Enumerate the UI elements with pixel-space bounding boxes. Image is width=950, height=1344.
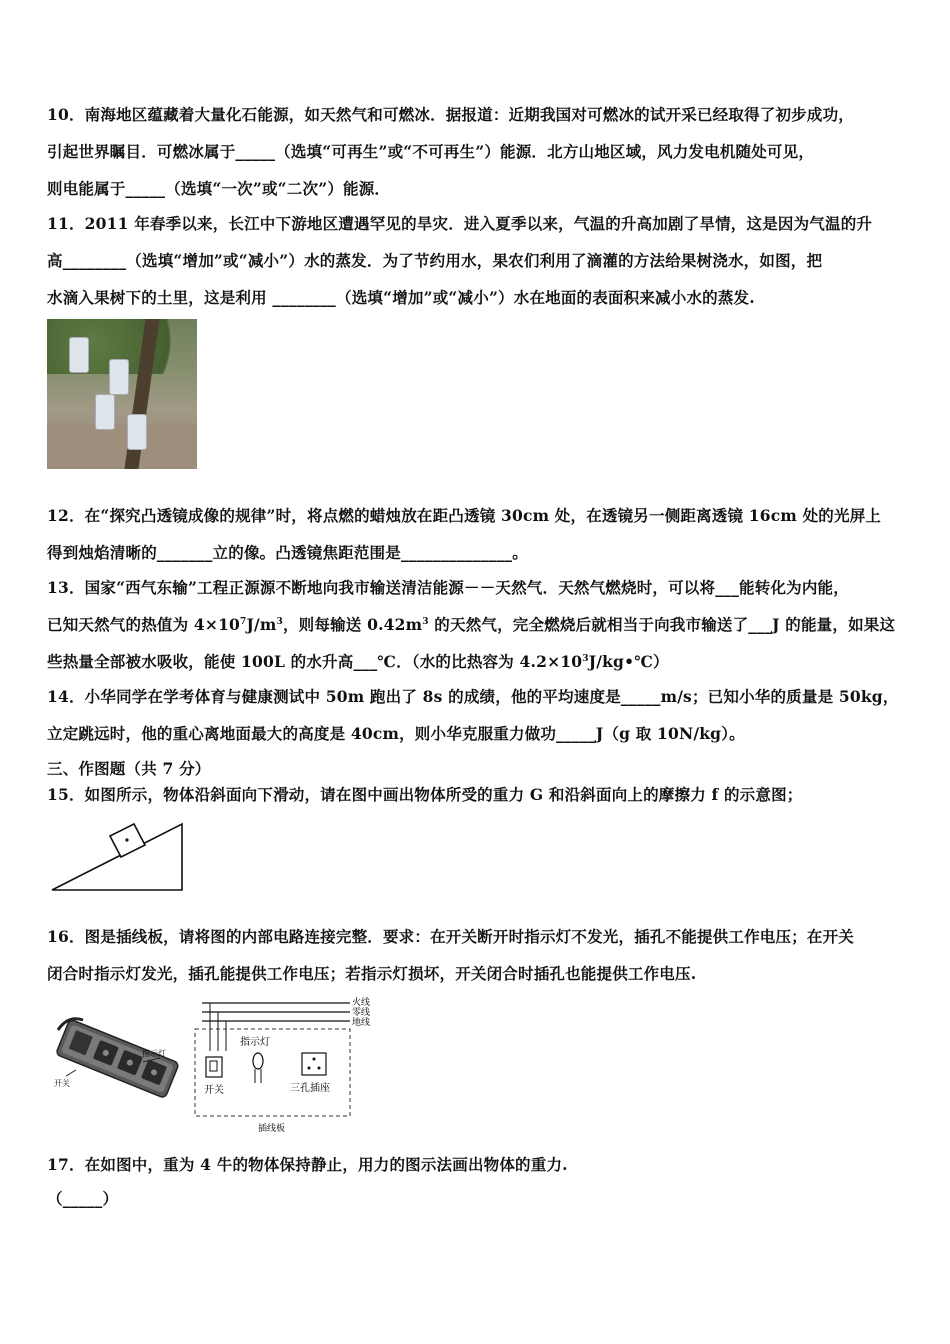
q13-l2a: 已知天然气的热值为 4×10 <box>47 615 241 634</box>
q14-line1: 14．小华同学在学考体育与健康测试中 50m 跑出了 8s 的成绩，他的平均速度是_____m/s；已知小华的质量是 50kg， <box>47 687 899 706</box>
circuit-diagram <box>192 995 382 1135</box>
socket-symbol <box>302 1053 326 1075</box>
q12-line1: 12．在“探究凸透镜成像的规律”时，将点燃的蜡烛放在距凸透镜 30cm 处，在透镜另一侧距离透镜 16cm 处的光屏上 <box>47 506 882 525</box>
socket-label: 三孔插座 <box>290 1083 330 1094</box>
q13-sup3: 3 <box>422 616 429 627</box>
q13-l2b: J/m <box>246 615 277 634</box>
lamp-symbol <box>253 1053 263 1069</box>
q13-l2d: 的天然气，完全燃烧后就相当于向我市输送了___J 的能量，如果这 <box>428 615 896 634</box>
power-strip-photo <box>48 1010 188 1110</box>
q10-line2: 引起世界瞩目．可燃冰属于_____（选填“可再生”或“不可再生”）能源．北方山地区域，风力发电机随处可见， <box>47 142 815 161</box>
q16-line2: 闭合时指示灯发光，插孔能提供工作电压；若指示灯损坏，开关闭合时插孔也能提供工作电压. <box>47 964 697 983</box>
q13-sup2: 3 <box>276 616 283 627</box>
q13-sup4: 3 <box>582 653 589 664</box>
ground-label: 地线 <box>352 1018 371 1028</box>
drip-irrigation-photo <box>47 319 197 469</box>
q13-l3b: J/kg•℃） <box>588 652 669 671</box>
q10-line1: 10．南海地区蕴藏着大量化石能源，如天然气和可燃冰．据报道：近期我国对可燃冰的试开采已经取得了初步成功， <box>47 105 854 124</box>
switch-label: 开关 <box>204 1085 224 1096</box>
q12-line2: 得到烛焰清晰的_______立的像。凸透镜焦距范围是______________。 <box>47 543 528 562</box>
q14-line2: 立定跳远时，他的重心离地面最大的高度是 40cm，则小华克服重力做功_____J（g 取 10N/kg）。 <box>47 724 745 743</box>
board-label: 插线板 <box>258 1124 286 1134</box>
section-heading: 三、作图题（共 7 分） <box>47 759 211 778</box>
q13-line2 <box>47 613 895 635</box>
q17-blank: （_____） <box>47 1189 119 1208</box>
lamp-label: 指示灯 <box>240 1037 270 1048</box>
q10-line3: 则电能属于_____（选填“一次”或“二次”）能源． <box>47 179 391 198</box>
q15-line1: 15．如图所示，物体沿斜面向下滑动，请在图中画出物体所受的重力 G 和沿斜面向上的摩擦力 f 的示意图； <box>47 785 803 804</box>
q13-l2c: ，则每输送 0.42m <box>282 615 423 634</box>
q13-sup1: 7 <box>240 616 247 627</box>
q16-line1: 16．图是插线板，请将图的内部电路连接完整．要求：在开关断开时指示灯不发光，插孔不能提供工作电压；在开关 <box>47 927 854 946</box>
incline-figure <box>48 818 188 896</box>
neutral-label: 零线 <box>352 1008 371 1018</box>
live-label: 火线 <box>352 998 371 1008</box>
block-center-dot <box>125 838 128 841</box>
q17-line1: 17．在如图中，重为 4 牛的物体保持静止，用力的图示法画出物体的重力. <box>47 1155 568 1174</box>
q11-line1: 11．2011 年春季以来，长江中下游地区遭遇罕见的旱灾．进入夏季以来，气温的升高加剧了旱情，这是因为气温的升 <box>47 214 873 233</box>
q13-line1: 13．国家“西气东输”工程正源源不断地向我市输送清洁能源－－天然气．天然气燃烧时，可以将___能转化为内能， <box>47 578 849 597</box>
q11-line2: 高________（选填“增加”或“减小”）水的蒸发．为了节约用水，果农们利用了滴灌的方法给果树浇水，如图，把 <box>47 251 823 270</box>
q13-line3 <box>47 650 669 672</box>
photo-switch-label: 开关 <box>54 1079 70 1088</box>
q13-l3a: 些热量全部被水吸收，能使 100L 的水升高___℃．（水的比热容为 4.2×10 <box>47 652 583 671</box>
q11-line3: 水滴入果树下的土里，这是利用 ________（选填“增加”或“减小”）水在地面的表面积来减小水的蒸发. <box>47 288 755 307</box>
photo-lamp-label: 指示灯 <box>142 1049 166 1058</box>
